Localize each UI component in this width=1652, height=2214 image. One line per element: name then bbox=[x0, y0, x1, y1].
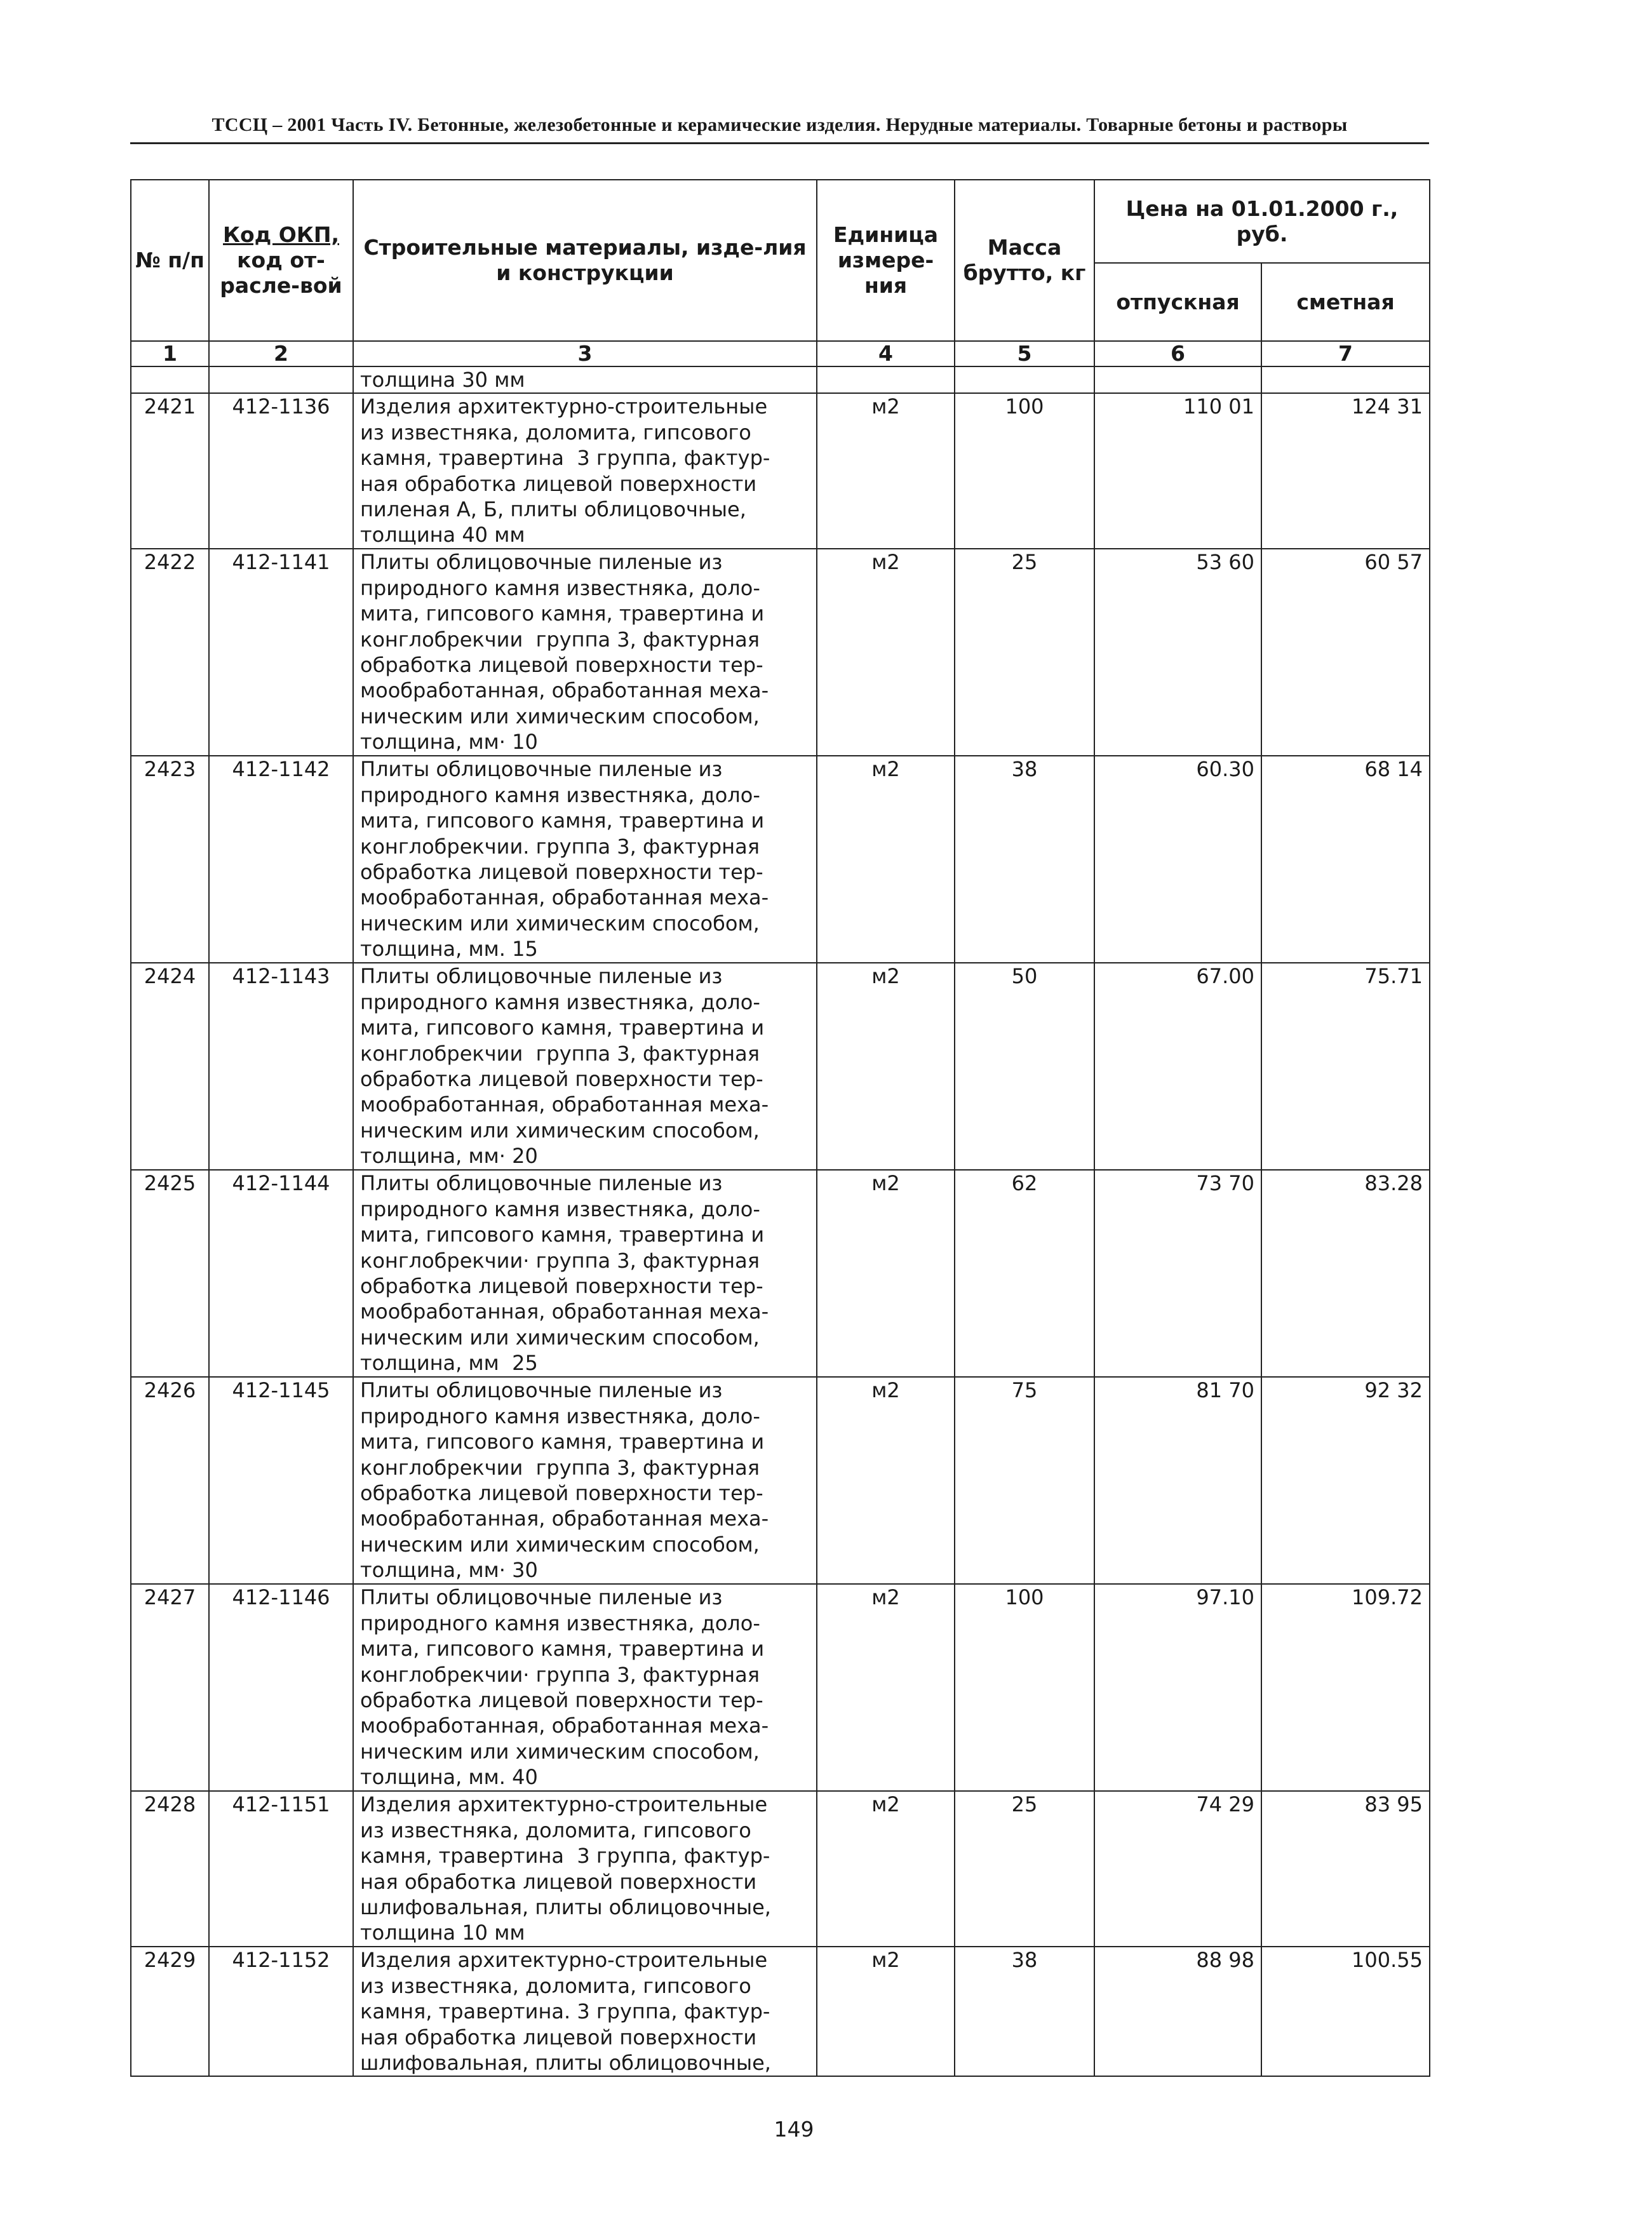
cell-price-release: 74 29 bbox=[1094, 1791, 1261, 1947]
cell-price-release: 60.30 bbox=[1094, 756, 1261, 963]
cell-code: 412-1136 bbox=[209, 393, 353, 549]
cell-code: 412-1152 bbox=[209, 1947, 353, 2076]
table-row bbox=[131, 393, 1430, 549]
cell-price-release: 81 70 bbox=[1094, 1377, 1261, 1584]
cell-unit: м2 bbox=[817, 1791, 955, 1947]
cell-price-estimate: 68 14 bbox=[1261, 756, 1430, 963]
cell-name: Изделия архитектурно-строительные из известняка, доломита, гипсового камня, травертина 3 группа, фактур- ная обработка лицевой поверхности шлифовальная, плиты облицовочные, толщина 10 мм bbox=[353, 1791, 817, 1947]
cell-code: 412-1142 bbox=[209, 756, 353, 963]
col-number: 5 bbox=[955, 341, 1094, 366]
cell-name: Плиты облицовочные пиленые из природного камня известняка, доло- мита, гипсового камня, травертина и конглобрекчии группа 3, фактурная обработка лицевой поверхности тер- мообработанная, обработанная меха- ническим или химическим способом, толщина, мм· 10 bbox=[353, 549, 817, 756]
cell-num: 2422 bbox=[131, 549, 209, 756]
cell-code: 412-1143 bbox=[209, 963, 353, 1170]
cell-mass: 75 bbox=[955, 1377, 1094, 1584]
cell-unit: м2 bbox=[817, 963, 955, 1170]
cell-empty bbox=[955, 366, 1094, 393]
cell-num: 2426 bbox=[131, 1377, 209, 1584]
col-number: 6 bbox=[1094, 341, 1261, 366]
cell-name: Изделия архитектурно-строительные из известняка, доломита, гипсового камня, травертина. 3 группа, фактур- ная обработка лицевой поверхности шлифовальная, плиты облицовочные, bbox=[353, 1947, 817, 2076]
col-header-code bbox=[209, 180, 353, 341]
cell-price-estimate: 60 57 bbox=[1261, 549, 1430, 756]
cell-unit: м2 bbox=[817, 1584, 955, 1791]
cell-empty bbox=[817, 366, 955, 393]
cell-code: 412-1141 bbox=[209, 549, 353, 756]
col-header-code-sub: код от-расле-вой bbox=[220, 248, 342, 298]
cell-price-release: 67.00 bbox=[1094, 963, 1261, 1170]
cell-price-release: 73 70 bbox=[1094, 1170, 1261, 1377]
page-header: ТССЦ – 2001 Часть IV. Бетонные, железобетонные и керамические изделия. Нерудные материалы. Товарные бетоны и растворы bbox=[212, 114, 1348, 135]
table-row bbox=[131, 963, 1430, 1170]
continuation-row bbox=[131, 366, 1430, 393]
cell-name: Плиты облицовочные пиленые из природного камня известняка, доло- мита, гипсового камня, травертина и конглобрекчии· группа 3, фактурная обработка лицевой поверхности тер- мообработанная, обработанная меха- ническим или химическим способом, толщина, мм. 40 bbox=[353, 1584, 817, 1791]
cell-price-estimate: 100.55 bbox=[1261, 1947, 1430, 2076]
cell-unit: м2 bbox=[817, 1947, 955, 2076]
cell-price-estimate: 124 31 bbox=[1261, 393, 1430, 549]
col-number: 7 bbox=[1261, 341, 1430, 366]
cell-price-release: 88 98 bbox=[1094, 1947, 1261, 2076]
cell-empty bbox=[1094, 366, 1261, 393]
cell-mass: 38 bbox=[955, 1947, 1094, 2076]
cell-name: Плиты облицовочные пиленые из природного камня известняка, доло- мита, гипсового камня, травертина и конглобрекчии группа 3, фактурная обработка лицевой поверхности тер- мообработанная, обработанная меха- ническим или химическим способом, толщина, мм· 30 bbox=[353, 1377, 817, 1584]
col-header-name: Строительные материалы, изде-лия и конструкции bbox=[353, 180, 817, 341]
cell-unit: м2 bbox=[817, 1170, 955, 1377]
cell-price-release: 53 60 bbox=[1094, 549, 1261, 756]
cell-num: 2423 bbox=[131, 756, 209, 963]
cell-unit: м2 bbox=[817, 1377, 955, 1584]
cell-unit: м2 bbox=[817, 756, 955, 963]
table-row bbox=[131, 756, 1430, 963]
col-number: 1 bbox=[131, 341, 209, 366]
col-number: 2 bbox=[209, 341, 353, 366]
col-number: 4 bbox=[817, 341, 955, 366]
cell-continuation: толщина 30 мм bbox=[353, 366, 817, 393]
col-header-code-title: Код ОКП, bbox=[223, 222, 339, 247]
cell-code: 412-1144 bbox=[209, 1170, 353, 1377]
cell-price-release: 110 01 bbox=[1094, 393, 1261, 549]
cell-code: 412-1145 bbox=[209, 1377, 353, 1584]
table-row bbox=[131, 1377, 1430, 1584]
cell-name: Плиты облицовочные пиленые из природного камня известняка, доло- мита, гипсового камня, травертина и конглобрекчии· группа 3, фактурная обработка лицевой поверхности тер- мообработанная, обработанная меха- ническим или химическим способом, толщина, мм 25 bbox=[353, 1170, 817, 1377]
cell-unit: м2 bbox=[817, 393, 955, 549]
cell-price-estimate: 75.71 bbox=[1261, 963, 1430, 1170]
cell-num: 2425 bbox=[131, 1170, 209, 1377]
cell-mass: 62 bbox=[955, 1170, 1094, 1377]
table-row bbox=[131, 549, 1430, 756]
price-table bbox=[130, 179, 1430, 2077]
cell-mass: 25 bbox=[955, 1791, 1094, 1947]
col-header-price-estimate: сметная bbox=[1261, 263, 1430, 341]
cell-num: 2424 bbox=[131, 963, 209, 1170]
cell-price-estimate: 83.28 bbox=[1261, 1170, 1430, 1377]
cell-empty bbox=[1261, 366, 1430, 393]
table-row bbox=[131, 1584, 1430, 1791]
cell-mass: 25 bbox=[955, 549, 1094, 756]
table-row bbox=[131, 1947, 1430, 2076]
cell-num: 2429 bbox=[131, 1947, 209, 2076]
cell-mass: 100 bbox=[955, 1584, 1094, 1791]
cell-empty bbox=[131, 366, 209, 393]
cell-code: 412-1151 bbox=[209, 1791, 353, 1947]
cell-name: Изделия архитектурно-строительные из известняка, доломита, гипсового камня, травертина 3 группа, фактур- ная обработка лицевой поверхности пиленая А, Б, плиты облицовочные, толщина 40 мм bbox=[353, 393, 817, 549]
col-header-unit: Единица измере-ния bbox=[817, 180, 955, 341]
table-row bbox=[131, 1170, 1430, 1377]
cell-mass: 100 bbox=[955, 393, 1094, 549]
col-header-num: № п/п bbox=[131, 180, 209, 341]
cell-name: Плиты облицовочные пиленые из природного камня известняка, доло- мита, гипсового камня, травертина и конглобрекчии. группа 3, фактурная обработка лицевой поверхности тер- мообработанная, обработанная меха- ническим или химическим способом, толщина, мм. 15 bbox=[353, 756, 817, 963]
page-number: 149 bbox=[774, 2117, 814, 2142]
cell-price-release: 97.10 bbox=[1094, 1584, 1261, 1791]
col-number: 3 bbox=[353, 341, 817, 366]
cell-price-estimate: 83 95 bbox=[1261, 1791, 1430, 1947]
cell-name: Плиты облицовочные пиленые из природного камня известняка, доло- мита, гипсового камня, травертина и конглобрекчии группа 3, фактурная обработка лицевой поверхности тер- мообработанная, обработанная меха- ническим или химическим способом, толщина, мм· 20 bbox=[353, 963, 817, 1170]
cell-code: 412-1146 bbox=[209, 1584, 353, 1791]
header-rule bbox=[130, 142, 1429, 144]
cell-price-estimate: 92 32 bbox=[1261, 1377, 1430, 1584]
cell-mass: 38 bbox=[955, 756, 1094, 963]
cell-mass: 50 bbox=[955, 963, 1094, 1170]
col-header-price-release: отпускная bbox=[1094, 263, 1261, 341]
cell-num: 2427 bbox=[131, 1584, 209, 1791]
cell-num: 2421 bbox=[131, 393, 209, 549]
table-row bbox=[131, 1791, 1430, 1947]
cell-price-estimate: 109.72 bbox=[1261, 1584, 1430, 1791]
cell-empty bbox=[209, 366, 353, 393]
col-header-mass: Масса брутто, кг bbox=[955, 180, 1094, 341]
cell-num: 2428 bbox=[131, 1791, 209, 1947]
col-header-price: Цена на 01.01.2000 г., руб. bbox=[1094, 180, 1430, 263]
cell-unit: м2 bbox=[817, 549, 955, 756]
